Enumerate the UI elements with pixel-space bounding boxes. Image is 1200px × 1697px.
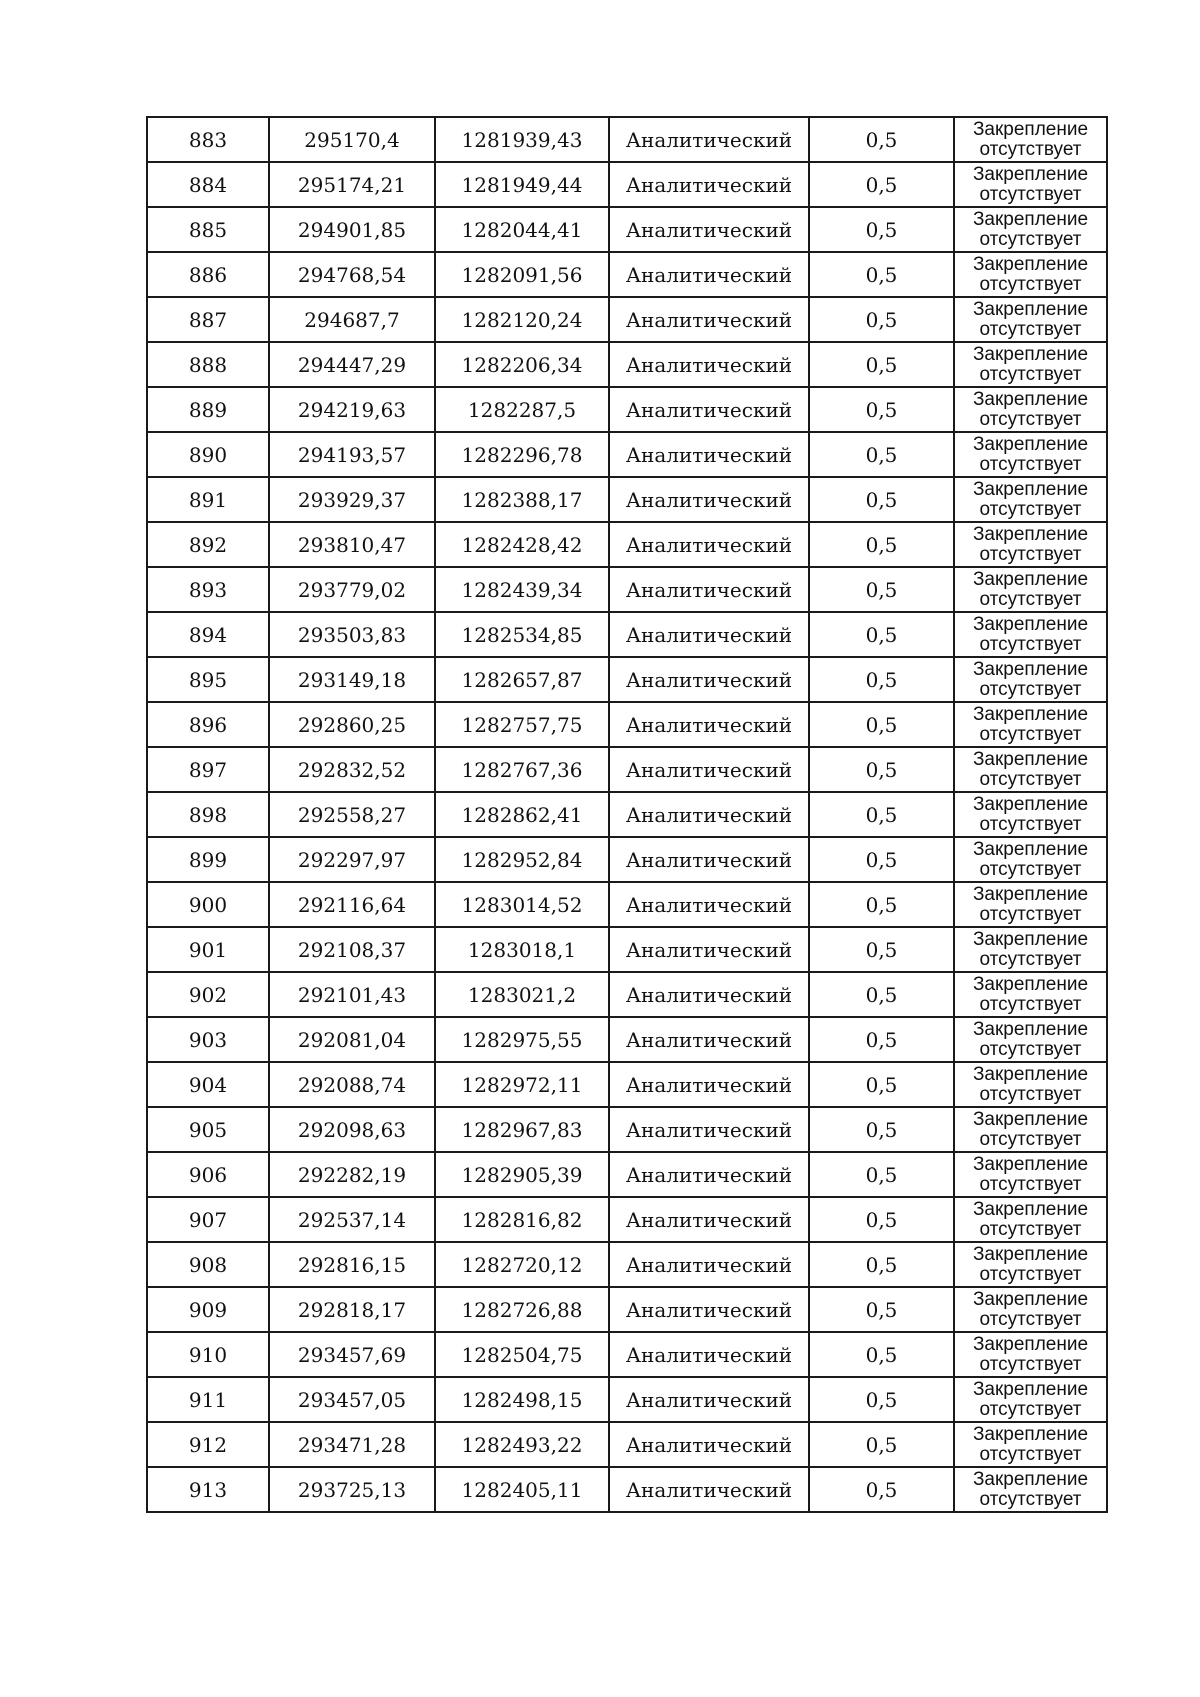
method-cell: Аналитический <box>609 522 809 567</box>
error-cell: 0,5 <box>809 882 954 927</box>
fixation-cell <box>954 612 1107 657</box>
table-row <box>147 1107 1107 1152</box>
fixation-cell <box>954 1332 1107 1377</box>
method-cell: Аналитический <box>609 792 809 837</box>
error-cell: 0,5 <box>809 1377 954 1422</box>
error-cell: 0,5 <box>809 162 954 207</box>
y-coordinate-cell: 1282657,87 <box>435 657 609 702</box>
fixation-text: Закрепление <box>972 1378 1089 1400</box>
fixation-cell <box>954 1062 1107 1107</box>
table-row <box>147 1152 1107 1197</box>
x-coordinate-cell: 294193,57 <box>269 432 435 477</box>
fixation-text: отсутствует <box>979 1083 1082 1105</box>
point-number-cell: 905 <box>147 1107 269 1152</box>
fixation-cell <box>954 1197 1107 1242</box>
fixation-text: Закрепление <box>972 748 1089 770</box>
method-cell: Аналитический <box>609 1197 809 1242</box>
table-row <box>147 342 1107 387</box>
method-cell: Аналитический <box>609 1062 809 1107</box>
y-coordinate-cell: 1282757,75 <box>435 702 609 747</box>
x-coordinate-cell: 294447,29 <box>269 342 435 387</box>
fixation-text: Закрепление <box>972 1018 1089 1040</box>
fixation-text: Закрепление <box>972 793 1089 815</box>
table-row <box>147 747 1107 792</box>
error-cell: 0,5 <box>809 1062 954 1107</box>
fixation-cell <box>954 927 1107 972</box>
y-coordinate-cell: 1282044,41 <box>435 207 609 252</box>
fixation-text: отсутствует <box>979 1308 1082 1330</box>
x-coordinate-cell: 294687,7 <box>269 297 435 342</box>
x-coordinate-cell: 292098,63 <box>269 1107 435 1152</box>
fixation-text: отсутствует <box>979 768 1082 790</box>
table-row <box>147 927 1107 972</box>
table-row <box>147 882 1107 927</box>
table-row <box>147 387 1107 432</box>
fixation-text: отсутствует <box>979 1488 1082 1510</box>
method-cell: Аналитический <box>609 837 809 882</box>
x-coordinate-cell: 292101,43 <box>269 972 435 1017</box>
fixation-text: отсутствует <box>979 138 1082 160</box>
method-cell: Аналитический <box>609 1287 809 1332</box>
table-row <box>147 162 1107 207</box>
fixation-cell <box>954 477 1107 522</box>
fixation-text: отсутствует <box>979 588 1082 610</box>
x-coordinate-cell: 292297,97 <box>269 837 435 882</box>
fixation-text: отсутствует <box>979 1443 1082 1465</box>
fixation-cell <box>954 432 1107 477</box>
table-row <box>147 432 1107 477</box>
point-number-cell: 903 <box>147 1017 269 1062</box>
fixation-text: Закрепление <box>972 883 1089 905</box>
fixation-cell <box>954 657 1107 702</box>
fixation-text: Закрепление <box>972 208 1089 230</box>
point-number-cell: 901 <box>147 927 269 972</box>
method-cell: Аналитический <box>609 1017 809 1062</box>
fixation-text: Закрепление <box>972 1423 1089 1445</box>
table-row <box>147 567 1107 612</box>
error-cell: 0,5 <box>809 1422 954 1467</box>
x-coordinate-cell: 292816,15 <box>269 1242 435 1287</box>
point-number-cell: 888 <box>147 342 269 387</box>
y-coordinate-cell: 1282720,12 <box>435 1242 609 1287</box>
point-number-cell: 898 <box>147 792 269 837</box>
y-coordinate-cell: 1282428,42 <box>435 522 609 567</box>
error-cell: 0,5 <box>809 522 954 567</box>
fixation-text: Закрепление <box>972 1333 1089 1355</box>
fixation-text: Закрепление <box>972 973 1089 995</box>
fixation-text: Закрепление <box>972 388 1089 410</box>
method-cell: Аналитический <box>609 657 809 702</box>
x-coordinate-cell: 293457,69 <box>269 1332 435 1377</box>
point-number-cell: 892 <box>147 522 269 567</box>
error-cell: 0,5 <box>809 117 954 162</box>
fixation-text: отсутствует <box>979 273 1082 295</box>
fixation-text: Закрепление <box>972 1288 1089 1310</box>
point-number-cell: 911 <box>147 1377 269 1422</box>
fixation-text: Закрепление <box>972 613 1089 635</box>
point-number-cell: 890 <box>147 432 269 477</box>
y-coordinate-cell: 1282120,24 <box>435 297 609 342</box>
point-number-cell: 904 <box>147 1062 269 1107</box>
x-coordinate-cell: 292537,14 <box>269 1197 435 1242</box>
table-row <box>147 1062 1107 1107</box>
fixation-text: отсутствует <box>979 723 1082 745</box>
fixation-text: отсутствует <box>979 1128 1082 1150</box>
table-row <box>147 1197 1107 1242</box>
point-number-cell: 894 <box>147 612 269 657</box>
point-number-cell: 889 <box>147 387 269 432</box>
y-coordinate-cell: 1282439,34 <box>435 567 609 612</box>
point-number-cell: 891 <box>147 477 269 522</box>
x-coordinate-cell: 293471,28 <box>269 1422 435 1467</box>
error-cell: 0,5 <box>809 387 954 432</box>
fixation-text: Закрепление <box>972 703 1089 725</box>
x-coordinate-cell: 292282,19 <box>269 1152 435 1197</box>
fixation-cell <box>954 297 1107 342</box>
error-cell: 0,5 <box>809 477 954 522</box>
fixation-text: отсутствует <box>979 858 1082 880</box>
x-coordinate-cell: 292088,74 <box>269 1062 435 1107</box>
table-row <box>147 972 1107 1017</box>
y-coordinate-cell: 1282952,84 <box>435 837 609 882</box>
fixation-text: Закрепление <box>972 1468 1089 1490</box>
x-coordinate-cell: 292832,52 <box>269 747 435 792</box>
fixation-cell <box>954 747 1107 792</box>
table-row <box>147 657 1107 702</box>
fixation-cell <box>954 252 1107 297</box>
y-coordinate-cell: 1282296,78 <box>435 432 609 477</box>
fixation-cell <box>954 1107 1107 1152</box>
error-cell: 0,5 <box>809 1332 954 1377</box>
table-row <box>147 1332 1107 1377</box>
fixation-cell <box>954 522 1107 567</box>
x-coordinate-cell: 295174,21 <box>269 162 435 207</box>
error-cell: 0,5 <box>809 207 954 252</box>
x-coordinate-cell: 293725,13 <box>269 1467 435 1512</box>
fixation-cell <box>954 1422 1107 1467</box>
table-row <box>147 1467 1107 1512</box>
fixation-text: отсутствует <box>979 678 1082 700</box>
x-coordinate-cell: 293810,47 <box>269 522 435 567</box>
table-row <box>147 297 1107 342</box>
error-cell: 0,5 <box>809 612 954 657</box>
point-number-cell: 883 <box>147 117 269 162</box>
fixation-text: отсутствует <box>979 318 1082 340</box>
error-cell: 0,5 <box>809 567 954 612</box>
fixation-text: отсутствует <box>979 498 1082 520</box>
x-coordinate-cell: 292116,64 <box>269 882 435 927</box>
fixation-text: отсутствует <box>979 408 1082 430</box>
y-coordinate-cell: 1282816,82 <box>435 1197 609 1242</box>
fixation-cell <box>954 792 1107 837</box>
y-coordinate-cell: 1282967,83 <box>435 1107 609 1152</box>
fixation-text: Закрепление <box>972 433 1089 455</box>
error-cell: 0,5 <box>809 252 954 297</box>
fixation-cell <box>954 567 1107 612</box>
method-cell: Аналитический <box>609 252 809 297</box>
error-cell: 0,5 <box>809 297 954 342</box>
x-coordinate-cell: 293149,18 <box>269 657 435 702</box>
point-number-cell: 897 <box>147 747 269 792</box>
fixation-cell <box>954 117 1107 162</box>
point-number-cell: 906 <box>147 1152 269 1197</box>
fixation-text: отсутствует <box>979 993 1082 1015</box>
fixation-text: отсутствует <box>979 633 1082 655</box>
fixation-text: Закрепление <box>972 298 1089 320</box>
x-coordinate-cell: 294219,63 <box>269 387 435 432</box>
table-row <box>147 612 1107 657</box>
y-coordinate-cell: 1281949,44 <box>435 162 609 207</box>
y-coordinate-cell: 1282905,39 <box>435 1152 609 1197</box>
fixation-text: Закрепление <box>972 163 1089 185</box>
fixation-cell <box>954 702 1107 747</box>
method-cell: Аналитический <box>609 927 809 972</box>
table-row <box>147 792 1107 837</box>
fixation-text: отсутствует <box>979 1398 1082 1420</box>
table-row <box>147 1017 1107 1062</box>
fixation-text: отсутствует <box>979 183 1082 205</box>
x-coordinate-cell: 292558,27 <box>269 792 435 837</box>
fixation-text: отсутствует <box>979 543 1082 565</box>
error-cell: 0,5 <box>809 972 954 1017</box>
x-coordinate-cell: 292860,25 <box>269 702 435 747</box>
point-number-cell: 886 <box>147 252 269 297</box>
y-coordinate-cell: 1282388,17 <box>435 477 609 522</box>
y-coordinate-cell: 1282405,11 <box>435 1467 609 1512</box>
method-cell: Аналитический <box>609 1332 809 1377</box>
method-cell: Аналитический <box>609 1467 809 1512</box>
y-coordinate-cell: 1283021,2 <box>435 972 609 1017</box>
fixation-text: Закрепление <box>972 1243 1089 1265</box>
point-number-cell: 913 <box>147 1467 269 1512</box>
y-coordinate-cell: 1281939,43 <box>435 117 609 162</box>
method-cell: Аналитический <box>609 207 809 252</box>
fixation-cell <box>954 882 1107 927</box>
fixation-text: отсутствует <box>979 948 1082 970</box>
y-coordinate-cell: 1282504,75 <box>435 1332 609 1377</box>
table-row <box>147 1242 1107 1287</box>
method-cell: Аналитический <box>609 702 809 747</box>
fixation-text: Закрепление <box>972 523 1089 545</box>
table-row <box>147 207 1107 252</box>
table-row <box>147 117 1107 162</box>
point-number-cell: 895 <box>147 657 269 702</box>
method-cell: Аналитический <box>609 1377 809 1422</box>
fixation-text: отсутствует <box>979 1353 1082 1375</box>
method-cell: Аналитический <box>609 297 809 342</box>
point-number-cell: 896 <box>147 702 269 747</box>
y-coordinate-cell: 1282493,22 <box>435 1422 609 1467</box>
method-cell: Аналитический <box>609 342 809 387</box>
error-cell: 0,5 <box>809 837 954 882</box>
fixation-cell <box>954 207 1107 252</box>
y-coordinate-cell: 1283018,1 <box>435 927 609 972</box>
coordinates-table <box>146 116 1108 1513</box>
x-coordinate-cell: 295170,4 <box>269 117 435 162</box>
error-cell: 0,5 <box>809 1017 954 1062</box>
fixation-text: отсутствует <box>979 1263 1082 1285</box>
table-row <box>147 252 1107 297</box>
error-cell: 0,5 <box>809 747 954 792</box>
y-coordinate-cell: 1282206,34 <box>435 342 609 387</box>
method-cell: Аналитический <box>609 1422 809 1467</box>
x-coordinate-cell: 293457,05 <box>269 1377 435 1422</box>
table-row <box>147 702 1107 747</box>
fixation-text: Закрепление <box>972 1198 1089 1220</box>
y-coordinate-cell: 1282972,11 <box>435 1062 609 1107</box>
method-cell: Аналитический <box>609 972 809 1017</box>
y-coordinate-cell: 1282862,41 <box>435 792 609 837</box>
method-cell: Аналитический <box>609 1152 809 1197</box>
y-coordinate-cell: 1282287,5 <box>435 387 609 432</box>
error-cell: 0,5 <box>809 432 954 477</box>
error-cell: 0,5 <box>809 657 954 702</box>
y-coordinate-cell: 1282726,88 <box>435 1287 609 1332</box>
x-coordinate-cell: 293779,02 <box>269 567 435 612</box>
method-cell: Аналитический <box>609 117 809 162</box>
fixation-text: Закрепление <box>972 928 1089 950</box>
error-cell: 0,5 <box>809 342 954 387</box>
error-cell: 0,5 <box>809 1107 954 1152</box>
fixation-text: отсутствует <box>979 228 1082 250</box>
x-coordinate-cell: 294901,85 <box>269 207 435 252</box>
x-coordinate-cell: 292108,37 <box>269 927 435 972</box>
point-number-cell: 893 <box>147 567 269 612</box>
method-cell: Аналитический <box>609 747 809 792</box>
x-coordinate-cell: 292081,04 <box>269 1017 435 1062</box>
y-coordinate-cell: 1282767,36 <box>435 747 609 792</box>
table-row <box>147 1287 1107 1332</box>
point-number-cell: 885 <box>147 207 269 252</box>
fixation-text: Закрепление <box>972 568 1089 590</box>
fixation-text: отсутствует <box>979 1038 1082 1060</box>
table-row <box>147 1377 1107 1422</box>
x-coordinate-cell: 294768,54 <box>269 252 435 297</box>
point-number-cell: 899 <box>147 837 269 882</box>
error-cell: 0,5 <box>809 1242 954 1287</box>
x-coordinate-cell: 293503,83 <box>269 612 435 657</box>
y-coordinate-cell: 1282534,85 <box>435 612 609 657</box>
point-number-cell: 910 <box>147 1332 269 1377</box>
point-number-cell: 908 <box>147 1242 269 1287</box>
fixation-text: отсутствует <box>979 453 1082 475</box>
fixation-cell <box>954 387 1107 432</box>
fixation-text: Закрепление <box>972 478 1089 500</box>
point-number-cell: 912 <box>147 1422 269 1467</box>
fixation-text: Закрепление <box>972 1153 1089 1175</box>
fixation-text: Закрепление <box>972 1108 1089 1130</box>
x-coordinate-cell: 293929,37 <box>269 477 435 522</box>
fixation-text: Закрепление <box>972 118 1089 140</box>
method-cell: Аналитический <box>609 432 809 477</box>
error-cell: 0,5 <box>809 927 954 972</box>
fixation-text: отсутствует <box>979 903 1082 925</box>
point-number-cell: 900 <box>147 882 269 927</box>
fixation-text: отсутствует <box>979 1173 1082 1195</box>
fixation-text: отсутствует <box>979 1218 1082 1240</box>
fixation-text: Закрепление <box>972 253 1089 275</box>
fixation-cell <box>954 162 1107 207</box>
fixation-cell <box>954 1242 1107 1287</box>
method-cell: Аналитический <box>609 882 809 927</box>
point-number-cell: 884 <box>147 162 269 207</box>
method-cell: Аналитический <box>609 1107 809 1152</box>
table-row <box>147 837 1107 882</box>
method-cell: Аналитический <box>609 477 809 522</box>
point-number-cell: 907 <box>147 1197 269 1242</box>
method-cell: Аналитический <box>609 387 809 432</box>
fixation-cell <box>954 1152 1107 1197</box>
fixation-cell <box>954 837 1107 882</box>
fixation-text: Закрепление <box>972 343 1089 365</box>
table-row <box>147 522 1107 567</box>
table-row <box>147 1422 1107 1467</box>
fixation-cell <box>954 1017 1107 1062</box>
error-cell: 0,5 <box>809 792 954 837</box>
error-cell: 0,5 <box>809 1152 954 1197</box>
method-cell: Аналитический <box>609 162 809 207</box>
error-cell: 0,5 <box>809 1197 954 1242</box>
fixation-text: отсутствует <box>979 813 1082 835</box>
fixation-text: Закрепление <box>972 658 1089 680</box>
point-number-cell: 902 <box>147 972 269 1017</box>
fixation-text: Закрепление <box>972 1063 1089 1085</box>
method-cell: Аналитический <box>609 1242 809 1287</box>
fixation-cell <box>954 1467 1107 1512</box>
coordinates-table-body <box>147 117 1107 1512</box>
error-cell: 0,5 <box>809 1287 954 1332</box>
y-coordinate-cell: 1282091,56 <box>435 252 609 297</box>
fixation-cell <box>954 342 1107 387</box>
point-number-cell: 887 <box>147 297 269 342</box>
x-coordinate-cell: 292818,17 <box>269 1287 435 1332</box>
fixation-cell <box>954 1287 1107 1332</box>
fixation-cell <box>954 1377 1107 1422</box>
y-coordinate-cell: 1283014,52 <box>435 882 609 927</box>
fixation-cell <box>954 972 1107 1017</box>
method-cell: Аналитический <box>609 612 809 657</box>
table-row <box>147 477 1107 522</box>
error-cell: 0,5 <box>809 1467 954 1512</box>
y-coordinate-cell: 1282498,15 <box>435 1377 609 1422</box>
method-cell: Аналитический <box>609 567 809 612</box>
point-number-cell: 909 <box>147 1287 269 1332</box>
error-cell: 0,5 <box>809 702 954 747</box>
fixation-text: отсутствует <box>979 363 1082 385</box>
y-coordinate-cell: 1282975,55 <box>435 1017 609 1062</box>
fixation-text: Закрепление <box>972 838 1089 860</box>
